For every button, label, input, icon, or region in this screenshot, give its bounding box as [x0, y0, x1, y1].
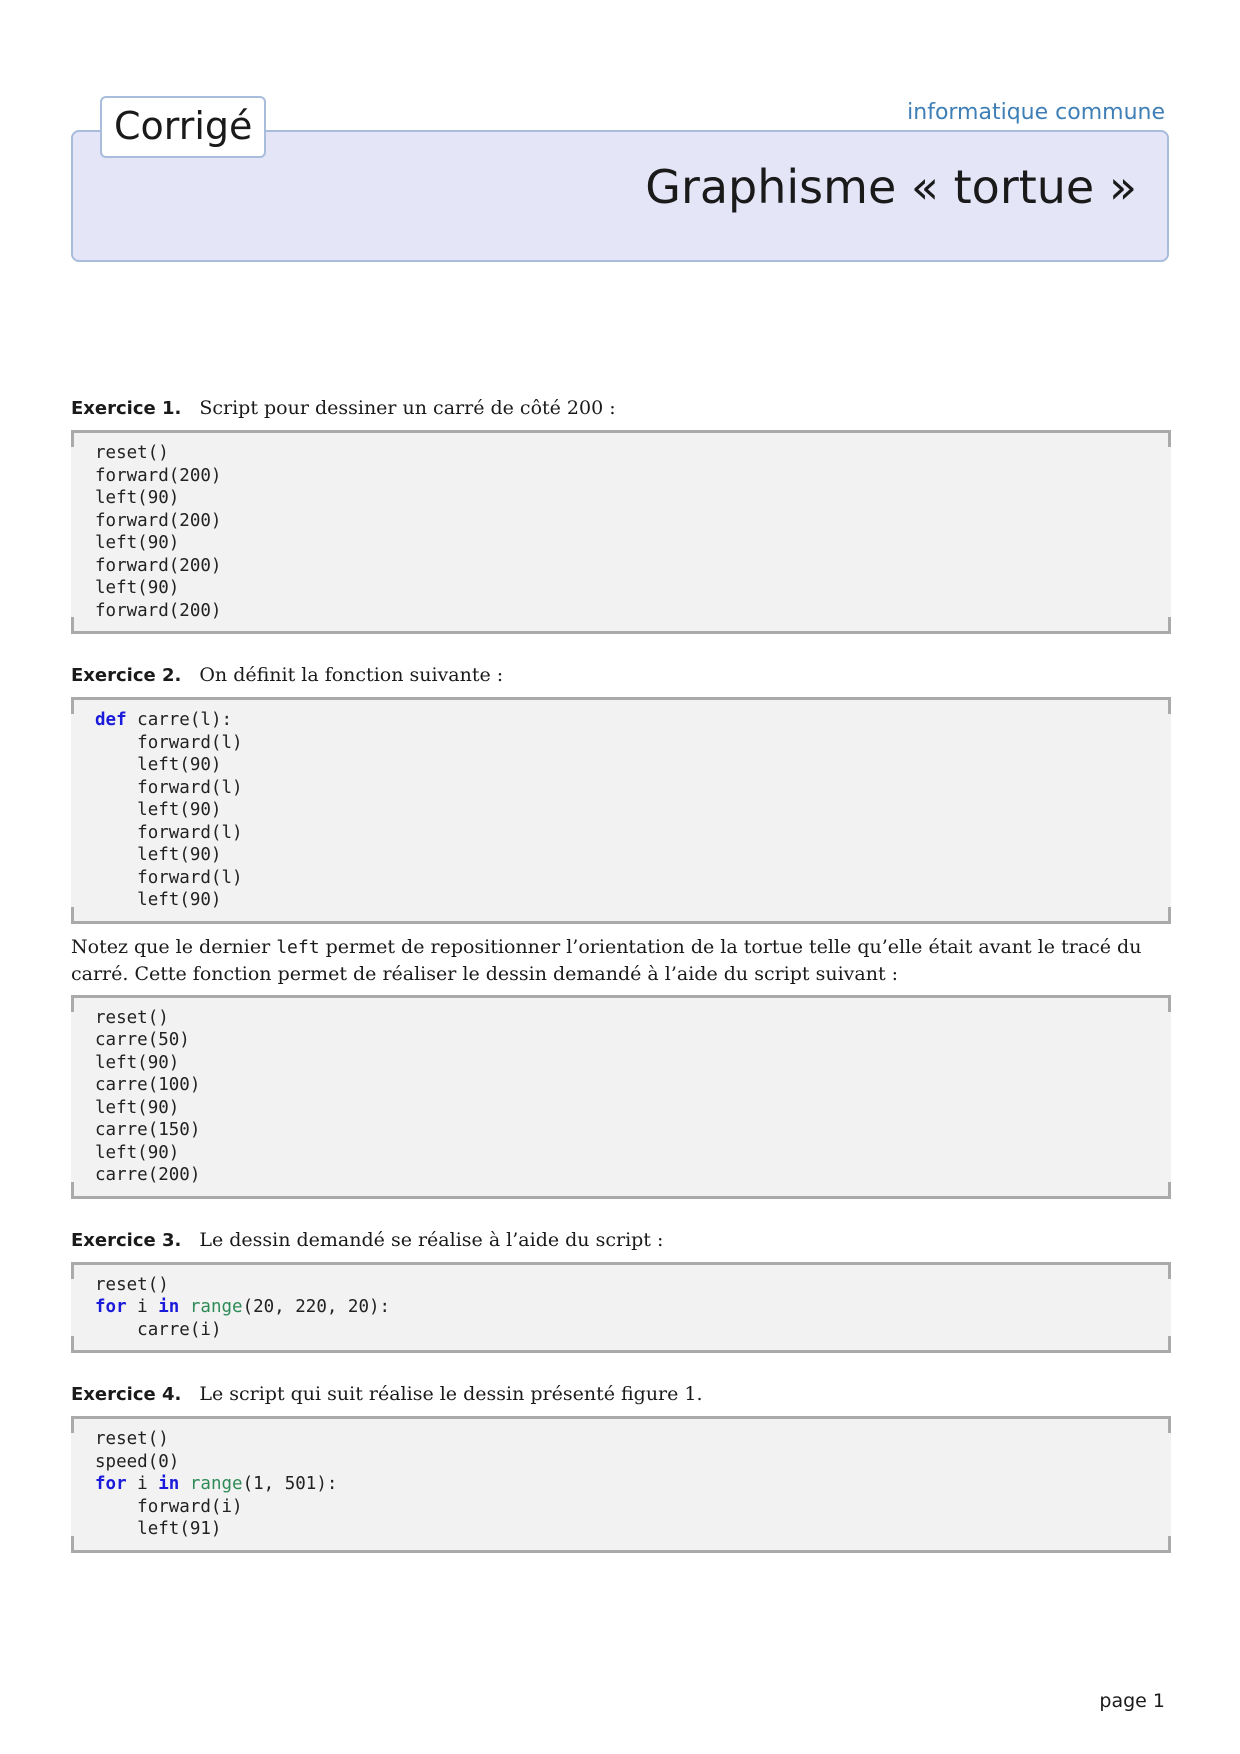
exercise-2-statement	[71, 662, 1171, 689]
code-line: carre(200)	[95, 1165, 201, 1185]
corrige-tag: Corrigé	[100, 96, 266, 158]
code-line: for i in range(1, 501):	[95, 1474, 338, 1494]
exercise-3	[71, 1227, 1171, 1354]
code-line: forward(l)	[137, 822, 243, 843]
code-line: forward(l)	[137, 777, 243, 798]
exercise-3-statement	[71, 1227, 1171, 1254]
exercise-2-code	[71, 697, 1171, 924]
exercise-1-statement	[71, 395, 1171, 422]
code-line: left(90)	[137, 845, 222, 865]
exercise-1	[71, 395, 1171, 634]
exercise-3-label: Exercice 3.	[71, 1229, 182, 1251]
exercise-2-text: On définit la fonction suivante :	[199, 664, 504, 686]
exercise-1-text: Script pour dessiner un carré de côté 200 :	[199, 397, 616, 419]
code-line: left(90)	[95, 488, 180, 508]
code-line: carre(i)	[137, 1319, 222, 1340]
exercise-4-label: Exercice 4.	[71, 1384, 182, 1405]
page-number: page 1	[1099, 1690, 1165, 1712]
code-line: left(90)	[95, 1052, 180, 1073]
note-inline-code: left	[276, 936, 320, 958]
exercise-3-code	[71, 1262, 1171, 1354]
exercise-2-script-code	[71, 995, 1171, 1199]
code-line: reset()	[95, 1007, 169, 1028]
code-line: left(90)	[95, 578, 180, 598]
code-line: carre(50)	[95, 1030, 190, 1050]
code-line: left(90)	[137, 890, 222, 910]
exercise-4	[71, 1381, 1171, 1553]
exercise-4-statement	[71, 1381, 1171, 1408]
code-line: left(90)	[95, 1142, 180, 1163]
subject-label: informatique commune	[907, 100, 1165, 125]
exercise-2	[71, 662, 1171, 1199]
code-line: reset()	[95, 443, 169, 463]
code-line: carre(100)	[95, 1075, 201, 1095]
document-title: Graphisme « tortue »	[645, 160, 1137, 214]
code-line: forward(200)	[95, 465, 222, 486]
code-line: forward(l)	[137, 732, 243, 753]
exercise-1-label: Exercice 1.	[71, 398, 182, 419]
code-line: left(90)	[137, 755, 222, 775]
content	[71, 395, 1171, 1581]
note-before: Notez que le dernier	[71, 935, 277, 958]
code-line: left(91)	[137, 1519, 222, 1539]
code-line: for i in range(20, 220, 20):	[95, 1297, 391, 1317]
code-line: left(90)	[137, 800, 222, 820]
code-line: def carre(l):	[95, 710, 233, 730]
code-line: reset()	[95, 1429, 169, 1449]
exercise-4-code	[71, 1416, 1171, 1553]
exercise-3-text: Le dessin demandé se réalise à l’aide du script :	[199, 1228, 664, 1251]
exercise-2-label: Exercice 2.	[71, 665, 182, 686]
code-line: speed(0)	[95, 1451, 180, 1472]
code-line: carre(150)	[95, 1120, 201, 1140]
code-line: reset()	[95, 1274, 169, 1295]
code-line: left(90)	[95, 533, 180, 553]
exercise-4-text: Le script qui suit réalise le dessin présenté figure 1.	[199, 1383, 703, 1405]
exercise-2-note	[71, 934, 1171, 987]
exercise-1-code	[71, 430, 1171, 634]
code-line: left(90)	[95, 1097, 180, 1118]
note-after: permet de repositionner l’orientation de la tortue telle qu’elle était avant le tracé du carré. Cette fonction permet de réaliser le dessin demandé à l’aide du script suivant :	[71, 935, 1142, 985]
code-line: forward(200)	[95, 510, 222, 531]
code-line: forward(i)	[137, 1496, 243, 1517]
code-line: forward(200)	[95, 600, 222, 621]
code-line: forward(200)	[95, 555, 222, 576]
code-line: forward(l)	[137, 867, 243, 888]
